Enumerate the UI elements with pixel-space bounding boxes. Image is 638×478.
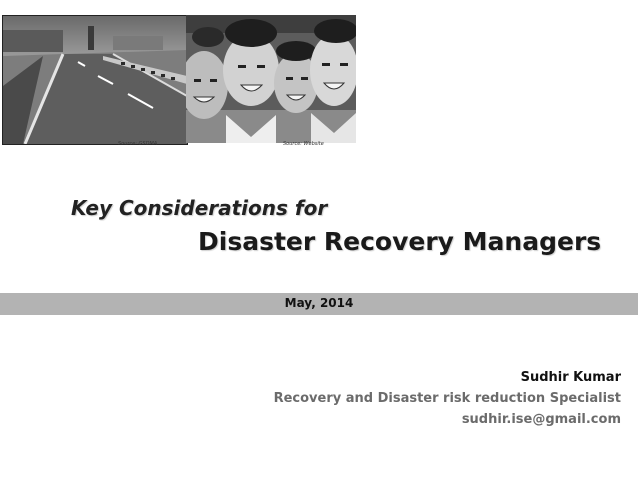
date-band xyxy=(0,293,638,315)
slide-subtitle: Key Considerations for xyxy=(71,196,328,220)
presentation-date: May, 2014 xyxy=(284,296,354,310)
photo-credit-right: Source: Website xyxy=(283,141,324,147)
author-role: Recovery and Disaster risk reduction Specialist xyxy=(273,391,621,406)
children-photo xyxy=(186,15,356,143)
highway-photo xyxy=(2,15,188,145)
author-name: Sudhir Kumar xyxy=(520,370,621,385)
slide-title: Disaster Recovery Managers xyxy=(198,227,602,256)
author-email: sudhir.ise@gmail.com xyxy=(461,412,621,427)
photo-credit-left: Source: GSDMA xyxy=(118,141,158,147)
